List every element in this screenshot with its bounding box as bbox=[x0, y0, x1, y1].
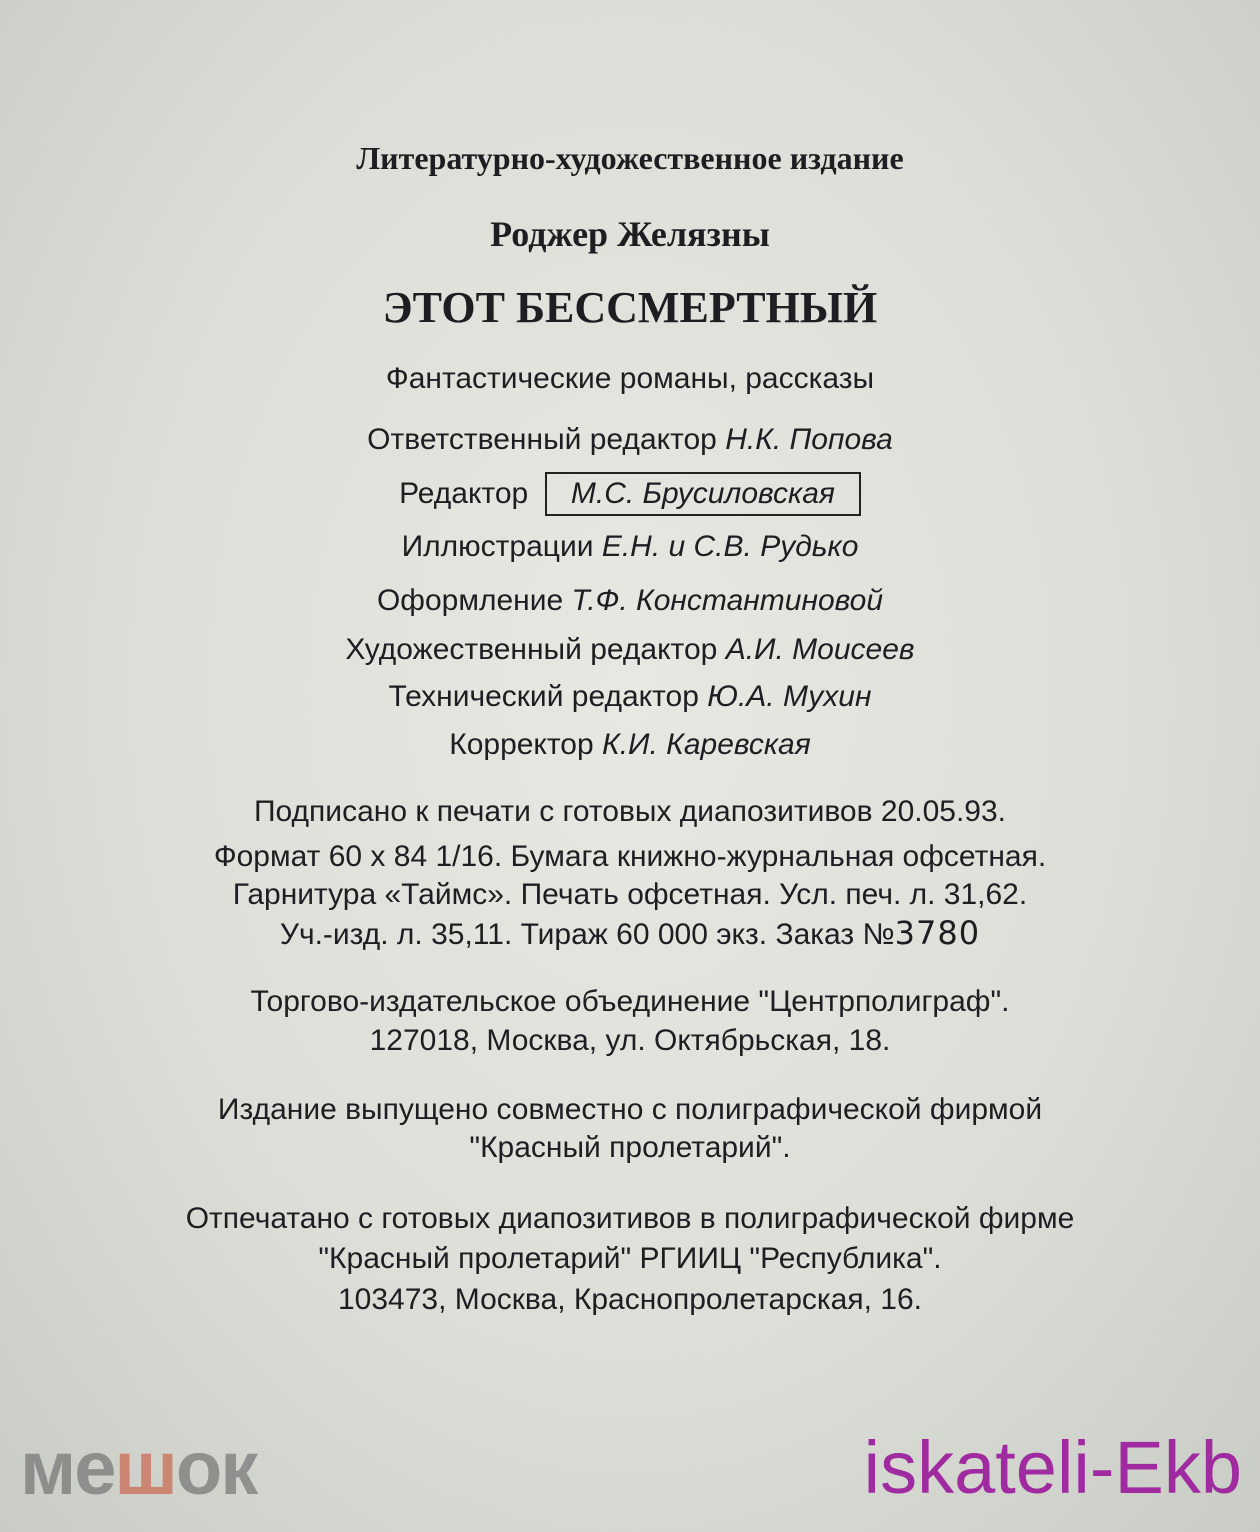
credit-name: Н.К. Попова bbox=[725, 423, 893, 456]
printed-line2: "Красный пролетарий" РГИИЦ "Республика". bbox=[318, 1242, 942, 1275]
credit-role: Технический редактор bbox=[388, 680, 699, 713]
book-title: ЭТОТ БЕССМЕРТНЫЙ bbox=[382, 283, 878, 332]
meshok-logo: мешок bbox=[20, 1426, 257, 1511]
credit-name: А.И. Моисеев bbox=[725, 633, 915, 666]
credit-role: Ответственный редактор bbox=[367, 423, 717, 456]
credit-art-editor bbox=[0, 633, 1260, 667]
credit-illustrations bbox=[0, 530, 1260, 564]
print-info-line2: Формат 60 x 84 1/16. Бумага книжно-журнальная офсетная. bbox=[213, 840, 1047, 873]
credit-editor bbox=[0, 472, 1260, 516]
joint-line2: "Красный пролетарий". bbox=[469, 1131, 791, 1164]
credit-name: Т.Ф. Константиновой bbox=[571, 584, 884, 617]
print-info-line1: Подписано к печати с готовых диапозитивов 20.05.93. bbox=[253, 795, 1007, 828]
publisher-line1: Торгово-издательское объединение "Центрполиграф". bbox=[250, 985, 1010, 1018]
credit-name: К.И. Каревская bbox=[602, 728, 811, 761]
credit-corrector bbox=[0, 728, 1260, 762]
author: Роджер Желязны bbox=[490, 214, 770, 254]
credit-name-boxed: М.С. Брусиловская bbox=[545, 472, 861, 516]
print-info-line3: Гарнитура «Таймс». Печать офсетная. Усл. печ. л. 31,62. bbox=[232, 878, 1028, 911]
credit-design bbox=[0, 584, 1260, 618]
credit-role: Иллюстрации bbox=[401, 530, 594, 563]
credit-responsible-editor bbox=[0, 423, 1260, 457]
credit-name: Е.Н. и С.В. Рудько bbox=[601, 530, 859, 563]
credit-tech-editor bbox=[0, 680, 1260, 714]
publisher-line2: 127018, Москва, ул. Октябрьская, 18. bbox=[369, 1024, 891, 1057]
order-number-stamp: 3780 bbox=[894, 914, 981, 952]
edition-type: Литературно-художественное издание bbox=[356, 140, 904, 176]
print-info-line4 bbox=[0, 914, 1260, 952]
seller-watermark: iskateli-Ekb bbox=[863, 1426, 1242, 1509]
printed-line1: Отпечатано с готовых диапозитивов в полиграфической фирме bbox=[185, 1202, 1075, 1235]
book-subtitle: Фантастические романы, рассказы bbox=[385, 362, 875, 395]
credit-name: Ю.А. Мухин bbox=[707, 680, 872, 713]
credit-role: Художественный редактор bbox=[345, 633, 718, 666]
credit-role: Оформление bbox=[376, 584, 564, 617]
joint-line1: Издание выпущено совместно с полиграфической фирмой bbox=[217, 1093, 1043, 1126]
credit-role: Редактор bbox=[399, 477, 529, 510]
printed-line3: 103473, Москва, Краснопролетарская, 16. bbox=[338, 1283, 922, 1316]
print-info-text: Уч.-изд. л. 35,11. Тираж 60 000 экз. Заказ № bbox=[279, 918, 895, 951]
credit-role: Корректор bbox=[449, 728, 594, 761]
